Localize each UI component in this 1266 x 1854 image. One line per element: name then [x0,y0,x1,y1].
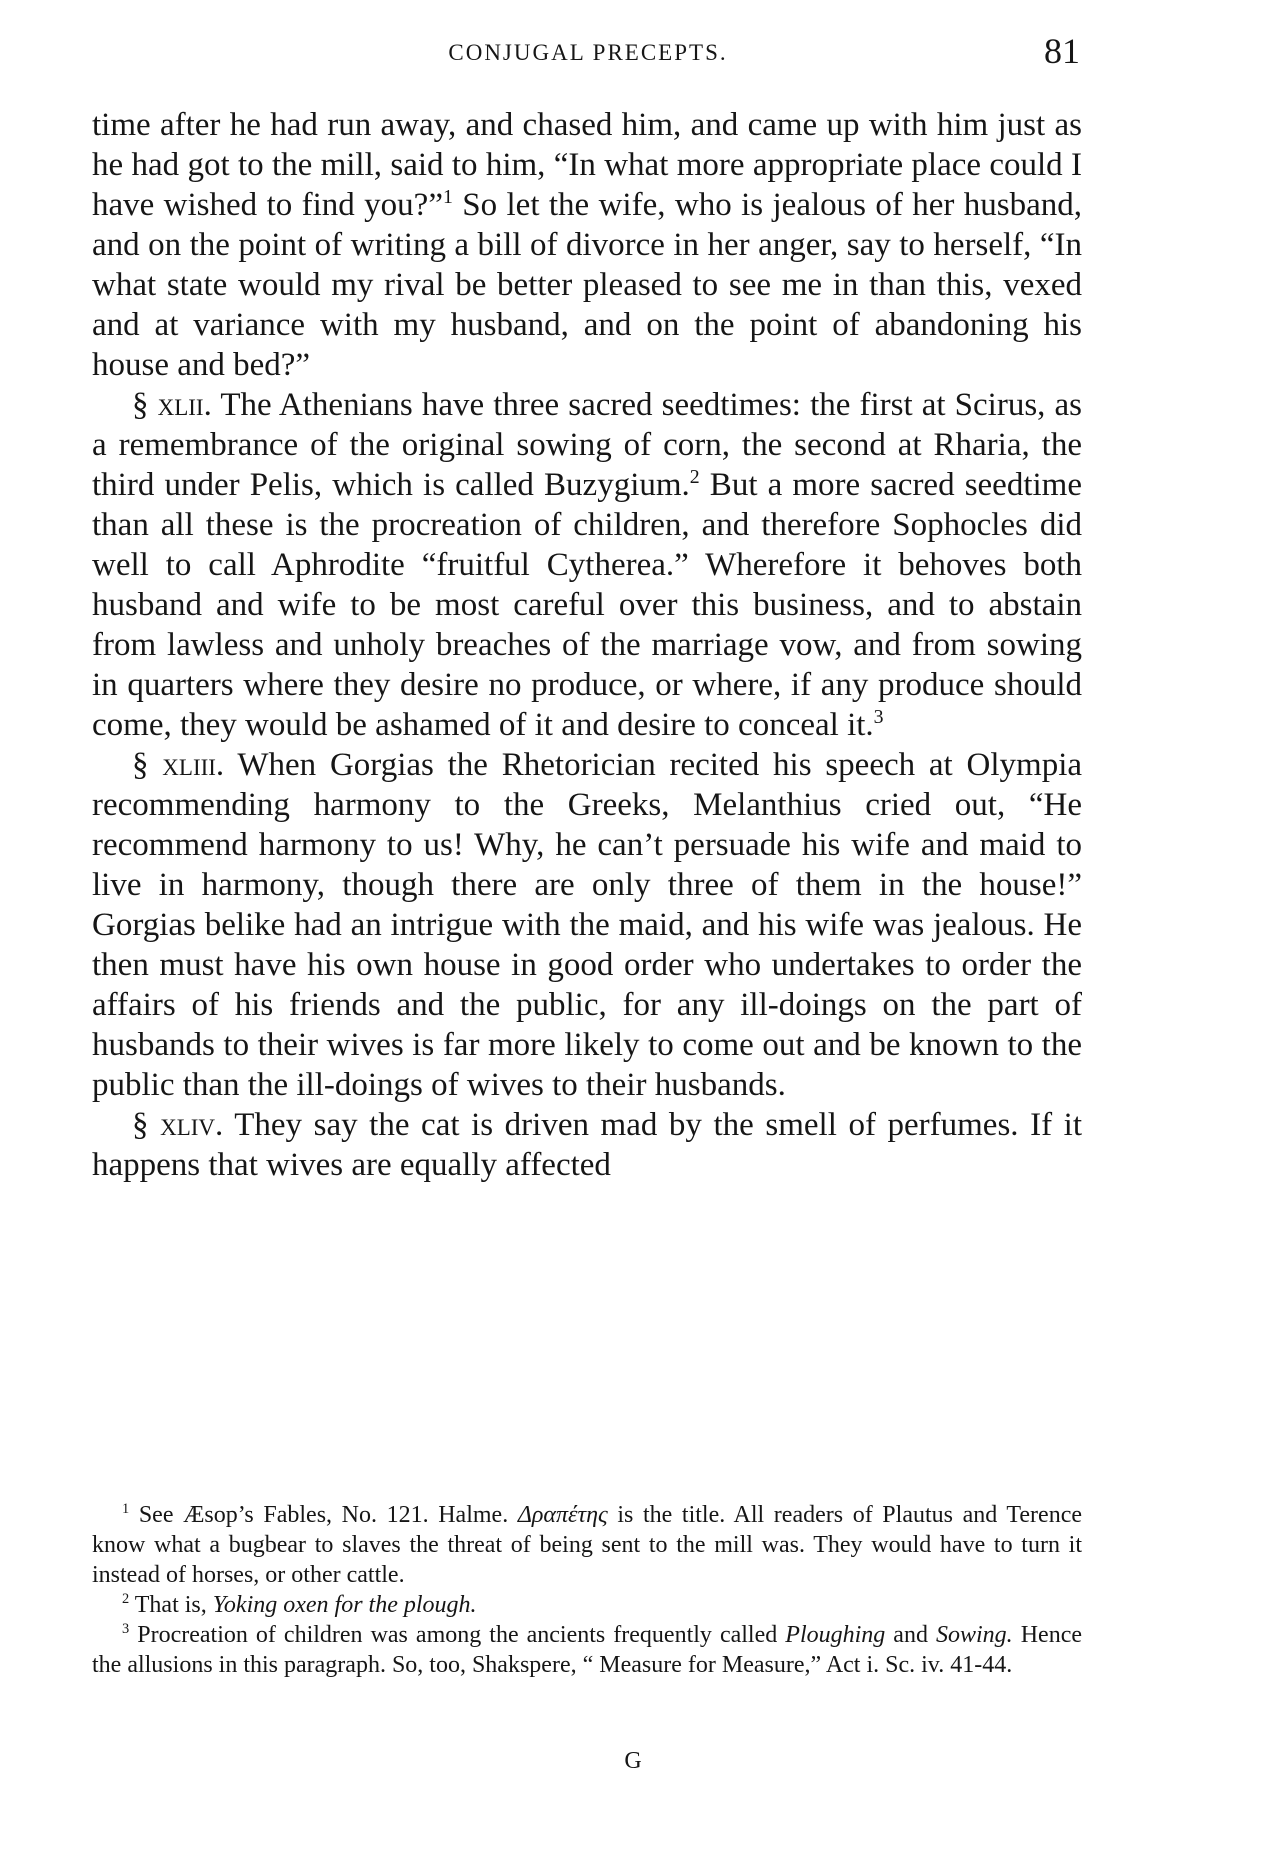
footnote-number: 2 [122,1591,130,1607]
section-mark: § [132,387,158,423]
greek-title: Δραπέτης [517,1502,608,1528]
section-xliv [92,1105,1082,1185]
footnotes [92,1500,1082,1680]
footnote-italic: Sowing. [936,1622,1013,1648]
page-number: 81 [1044,31,1080,71]
section-mark: § [132,1107,161,1143]
body-text [92,105,1082,1185]
footnote-text: Hence the allusions in this paragraph. So, too, Shakspere, “ Measure for Measure,” Act i. Sc. iv. 41-44. [92,1622,1083,1678]
section-number: xliii. [162,747,225,783]
footnote-number: 1 [122,1501,130,1517]
section-mark: § [132,747,163,783]
section-xlii [92,385,1082,745]
paragraph-text: So let the wife, who is jealous of her husband, and on the point of writing a bill of divorce in her anger, say to herself, “In what state would my rival be better pleased to see me in than this, vexed and at variance with my husband, and on the point of abandoning his house and bed?” [92,187,1083,383]
paragraph-continuation [92,105,1082,385]
footnote-1 [92,1500,1082,1590]
paragraph-text: The Athenians have three sacred seedtimes: the first at Scirus, as a remembrance of the original sowing of corn, the second at Rharia, the third under Pelis, which is called Buzygium. [92,387,1082,503]
paragraph-text: time after he had run away, and chased him, and came up with him just as he had got to the mill, said to him, “In what more appropriate place could I have wished to find you?” [92,107,1082,223]
footnote-2 [92,1590,1082,1620]
footnote-3 [92,1620,1082,1680]
footnote-text: Procreation of children was among the ancients frequently called [129,1622,786,1648]
section-number: xliv. [160,1107,224,1143]
footnote-ref: 1 [442,186,453,208]
footnote-ref: 2 [689,466,700,488]
running-head [92,30,1084,74]
footnote-text: See Æsop’s Fables, No. 121. Halme. [129,1502,518,1528]
paragraph-text: But a more sacred seedtime than all these is the procreation of children, and therefore Sophocles did well to call Aphrodite “fruitful Cytherea.” Wherefore it behoves both husband and wife to be most careful over this business, and to abstain from lawless and unholy breaches of the marriage vow, and from sowing in quarters where they desire no produce, or where, if any produce should come, they would be ashamed of it and desire to conceal it. [92,467,1082,743]
footnote-number: 3 [122,1621,130,1637]
footnote-text: is the title. All readers of Plautus and Terence know what a bugbear to slaves the threat of being sent to the mill was. They would have to turn it instead of horses, or other cattle. [92,1502,1083,1588]
running-title: CONJUGAL PRECEPTS. [448,40,728,65]
footnote-italic: Yoking oxen for the plough. [212,1592,477,1618]
section-number: xlii. [157,387,212,423]
footnote-italic: Ploughing [785,1622,886,1648]
paragraph-text: They say the cat is driven mad by the smell of perfumes. If it happens that wives are equally affected [92,1107,1082,1183]
footnote-text: and [885,1622,936,1648]
section-xliii [92,745,1082,1105]
signature-mark: G [624,1748,642,1774]
footnote-ref: 3 [873,706,884,728]
footnote-text: That is, [129,1592,213,1618]
paragraph-text: When Gorgias the Rhetorician recited his speech at Olympia recommending harmony to the Greeks, Melanthius cried out, “He recommend harmony to us! Why, he can’t persuade his wife and maid to live in harmony, though there are only three of them in the house!” Gorgias belike had an intrigue with the maid, and his wife was jealous. He then must have his own house in good order who undertakes to order the affairs of his friends and the public, for any ill-doings on the part of husbands to their wives is far more likely to come out and be known to the public than the ill-doings of wives to their husbands. [92,747,1083,1103]
